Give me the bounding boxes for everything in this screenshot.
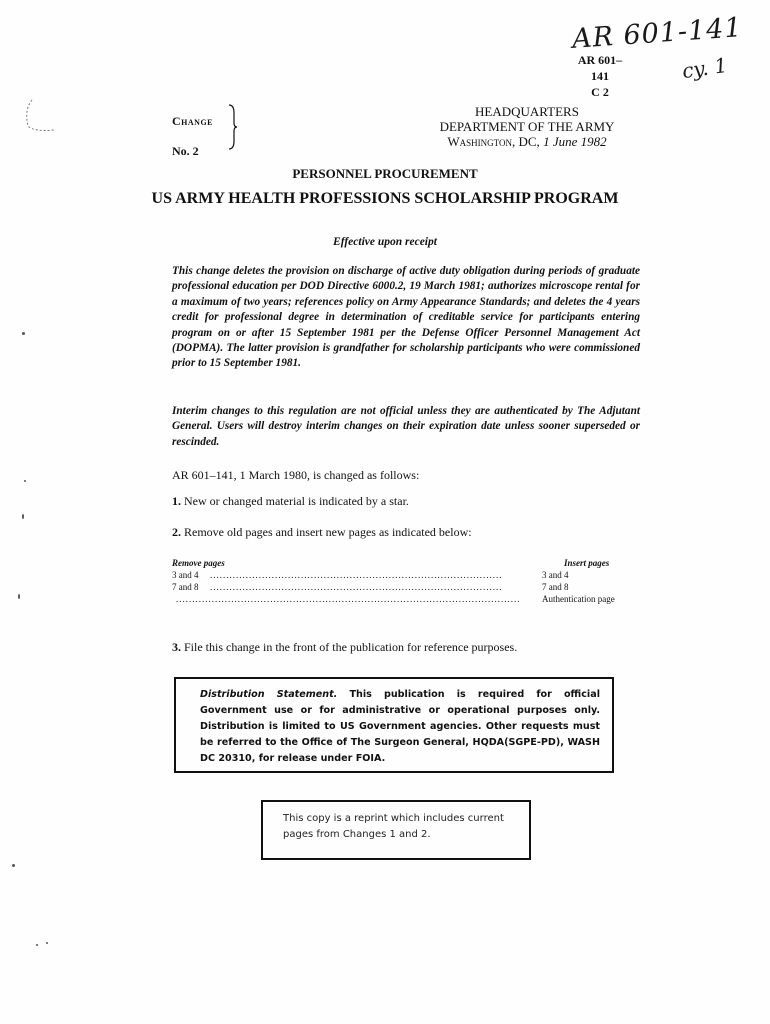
item-text: New or changed material is indicated by a star.	[184, 494, 409, 508]
item-number: 1.	[172, 494, 181, 508]
insert-cell: 7 and 8	[542, 582, 569, 592]
item-text: File this change in the front of the publication for reference purposes.	[184, 640, 518, 654]
reprint-note: This copy is a reprint which includes current pages from Changes 1 and 2.	[283, 813, 504, 840]
distribution-statement	[200, 687, 600, 767]
table-row	[172, 593, 642, 605]
hq-line1: HEADQUARTERS	[475, 104, 579, 119]
change-number: No. 2	[172, 144, 199, 158]
document-id	[570, 52, 630, 100]
hq-line2: DEPARTMENT OF THE ARMY	[439, 119, 615, 134]
document-title: US ARMY HEALTH PROFESSIONS SCHOLARSHIP PROGRAM	[151, 190, 619, 207]
list-item	[172, 524, 642, 540]
page-table	[172, 557, 642, 605]
category-heading: PERSONNEL PROCUREMENT	[292, 166, 478, 181]
scan-speck	[24, 480, 26, 482]
dot-leader: ..........................................................................................	[210, 570, 503, 580]
scan-speck	[22, 332, 25, 335]
scan-mark-icon	[18, 96, 58, 136]
distribution-text: This publication is required for official Government use or for administrative or operational purposes only. Distribution is limited to US Government agencies. Other requests must be referred to the Office of The Surgeon General, HQDA(SGPE-PD), WASH DC 20310, for release under FOIA.	[200, 689, 600, 764]
handwritten-copy-note: cy. 1	[680, 52, 729, 84]
hq-date: 1 June 1982	[543, 134, 607, 149]
insert-cell: Authentication page	[542, 594, 615, 604]
summary-paragraph: This change deletes the provision on discharge of active duty obligation during periods of graduate professional education per DOD Directive 6000.2, 19 March 1981; authorizes microscope rental for a maximum of two years; references policy on Army Appearance Standards; and deletes the 4 years credit for professional degree in determination of creditable service for participants entering program on or after 15 September 1981 per the Defense Officer Personnel Management Act (DOPMA). The latter provision is grandfather for scholarship participants who were commissioned prior to 15 September 1981.	[172, 265, 640, 370]
item-number: 2.	[172, 525, 181, 539]
reprint-box	[261, 800, 531, 860]
distribution-box	[174, 677, 614, 773]
item-text: Remove old pages and insert new pages as indicated below:	[184, 525, 472, 539]
scan-speck	[18, 594, 20, 599]
hq-location-date	[396, 134, 658, 149]
remove-cell: 7 and 8	[172, 582, 199, 592]
scan-speck	[22, 514, 24, 519]
dot-leader: ..........................................................................................	[210, 582, 503, 592]
brace-icon	[228, 103, 238, 151]
interim-paragraph: Interim changes to this regulation are not official unless they are authenticated by The Adjutant General. Users will destroy interim changes on their expiration date unless sooner superseded or rescinded.	[172, 405, 640, 448]
scan-speck	[46, 942, 48, 944]
handwritten-doc-number: AR 601-141	[571, 12, 744, 55]
scan-speck	[12, 864, 15, 867]
insert-cell: 3 and 4	[542, 570, 569, 580]
hq-location: Washington, DC,	[447, 134, 540, 149]
table-row	[172, 581, 642, 593]
change-code: C 2	[591, 85, 609, 99]
item-number: 3.	[172, 640, 181, 654]
headquarters-block	[396, 104, 658, 149]
list-item	[172, 493, 642, 509]
insert-header: Insert pages	[564, 558, 610, 568]
table-header	[172, 557, 642, 569]
scan-speck	[36, 944, 38, 946]
distribution-label: Distribution Statement.	[200, 689, 338, 700]
regulation-number: AR 601–141	[577, 53, 623, 83]
remove-cell: 3 and 4	[172, 570, 199, 580]
change-label: Change	[172, 114, 214, 128]
intro-line: AR 601–141, 1 March 1980, is changed as follows:	[172, 468, 420, 482]
effective-date: Effective upon receipt	[333, 236, 437, 248]
change-block	[172, 106, 213, 166]
remove-header: Remove pages	[172, 558, 225, 568]
dot-leader: ..........................................................................................................	[176, 594, 521, 604]
list-item	[172, 639, 642, 655]
table-row	[172, 569, 642, 581]
